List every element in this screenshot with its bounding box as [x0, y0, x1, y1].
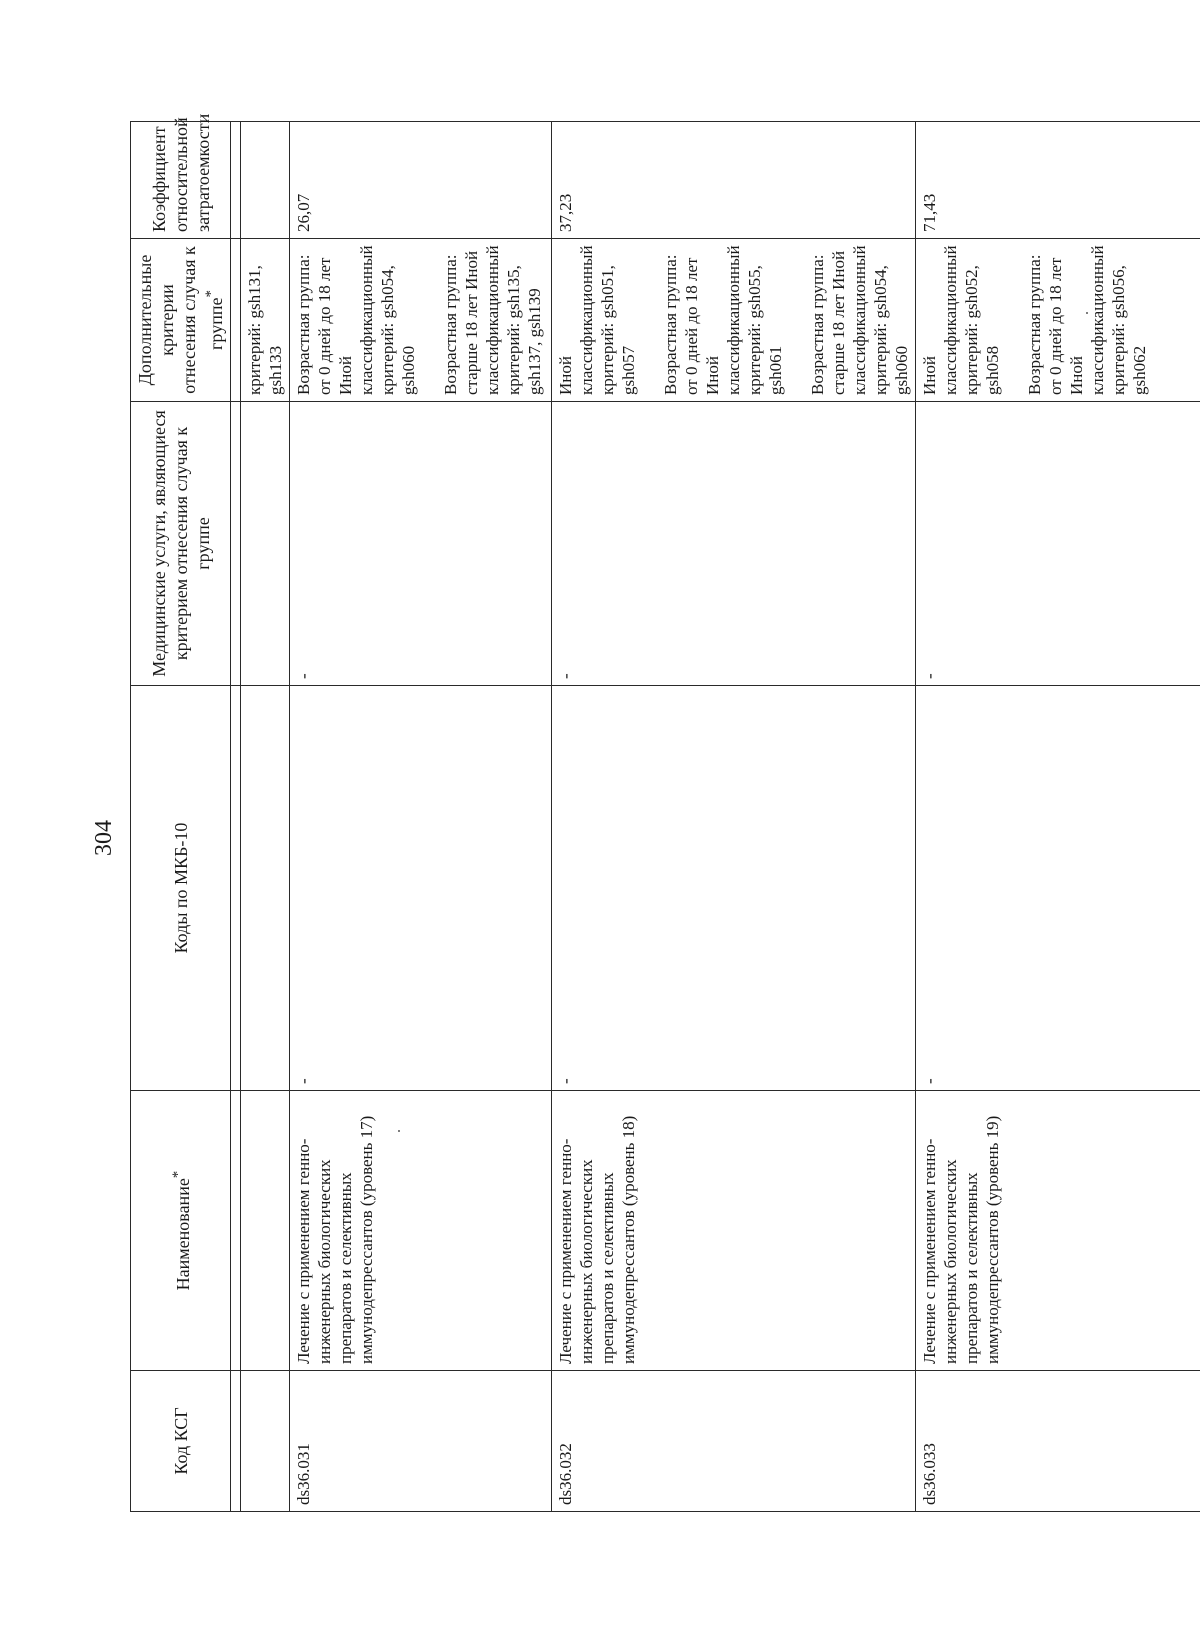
- ksg-table: [130, 113, 1200, 1512]
- row-coef: 26,07: [290, 122, 552, 239]
- header-criteria-mark: *: [203, 290, 219, 298]
- table-row: [552, 122, 916, 1512]
- table-header-row: [131, 122, 231, 1512]
- row-criteria: [916, 239, 1200, 402]
- row-code: ds36.031: [290, 1371, 552, 1512]
- rotated-table-wrapper: [130, 113, 1149, 1512]
- criteria-item: Возрастная группа: старше 18 лет Иной классификационный критерий: gsh054, gsh060: [808, 245, 911, 395]
- row-code: ds36.032: [552, 1371, 916, 1512]
- spacer-row: [231, 122, 241, 1512]
- row-services: -: [290, 402, 552, 686]
- row-name: Лечение с применением генно-инженерных биологических препаратов и селективных иммунодепрессантов (уровень 19): [916, 1091, 1200, 1371]
- row-services: -: [552, 402, 916, 686]
- header-name-mark: *: [170, 1170, 186, 1179]
- criteria-item: Возрастная группа: от 0 дней до 18 лет Иной классификационный критерий: gsh055, gsh061: [661, 245, 785, 395]
- header-name-text: Наименование: [173, 1178, 193, 1291]
- row-icd: -: [552, 686, 916, 1091]
- row-code: ds36.033: [916, 1371, 1200, 1512]
- criteria-item: Иной классификационный критерий: gsh051, gsh057: [556, 245, 638, 395]
- row-coef: 71,43: [916, 122, 1200, 239]
- table-row: [916, 122, 1200, 1512]
- row-criteria: [552, 239, 916, 402]
- row-icd: -: [290, 686, 552, 1091]
- row-name: Лечение с применением генно-инженерных биологических препаратов и селективных иммунодепрессантов (уровень 17): [290, 1091, 552, 1371]
- row-services: -: [916, 402, 1200, 686]
- continuation-row: [241, 122, 290, 1512]
- continuation-criteria: критерий: gsh131, gsh133: [241, 239, 290, 402]
- criteria-item: Возрастная группа: старше 18 лет Иной классификационный критерий: gsh135, gsh137, gsh139: [441, 245, 544, 395]
- header-services: Медицинские услуги, являющиеся критерием отнесения случая к группе: [131, 402, 231, 686]
- row-icd: -: [916, 686, 1200, 1091]
- header-coef: Коэффициент относительной затратоемкости: [131, 122, 231, 239]
- criteria-item: Возрастная группа: от 0 дней до 18 лет Иной классификационный критерий: gsh054, gsh060: [294, 245, 418, 395]
- header-name: [131, 1091, 231, 1371]
- criteria-item: Возрастная группа: от 0 дней до 18 лет Иной классификационный критерий: gsh056, gsh062: [1025, 245, 1149, 395]
- table-row: [290, 122, 552, 1512]
- header-icd: Коды по МКБ-10: [131, 686, 231, 1091]
- row-name: Лечение с применением генно-инженерных биологических препаратов и селективных иммунодепрессантов (уровень 18): [552, 1091, 916, 1371]
- header-criteria: [131, 239, 231, 402]
- criteria-item: Иной классификационный критерий: gsh052, gsh058: [920, 245, 1002, 395]
- page-number: 304: [91, 820, 117, 856]
- row-coef: 37,23: [552, 122, 916, 239]
- header-code: Код КСГ: [131, 1371, 231, 1512]
- row-criteria: [290, 239, 552, 402]
- header-criteria-text: Дополнительные критерии отнесения случая к группе: [135, 246, 226, 394]
